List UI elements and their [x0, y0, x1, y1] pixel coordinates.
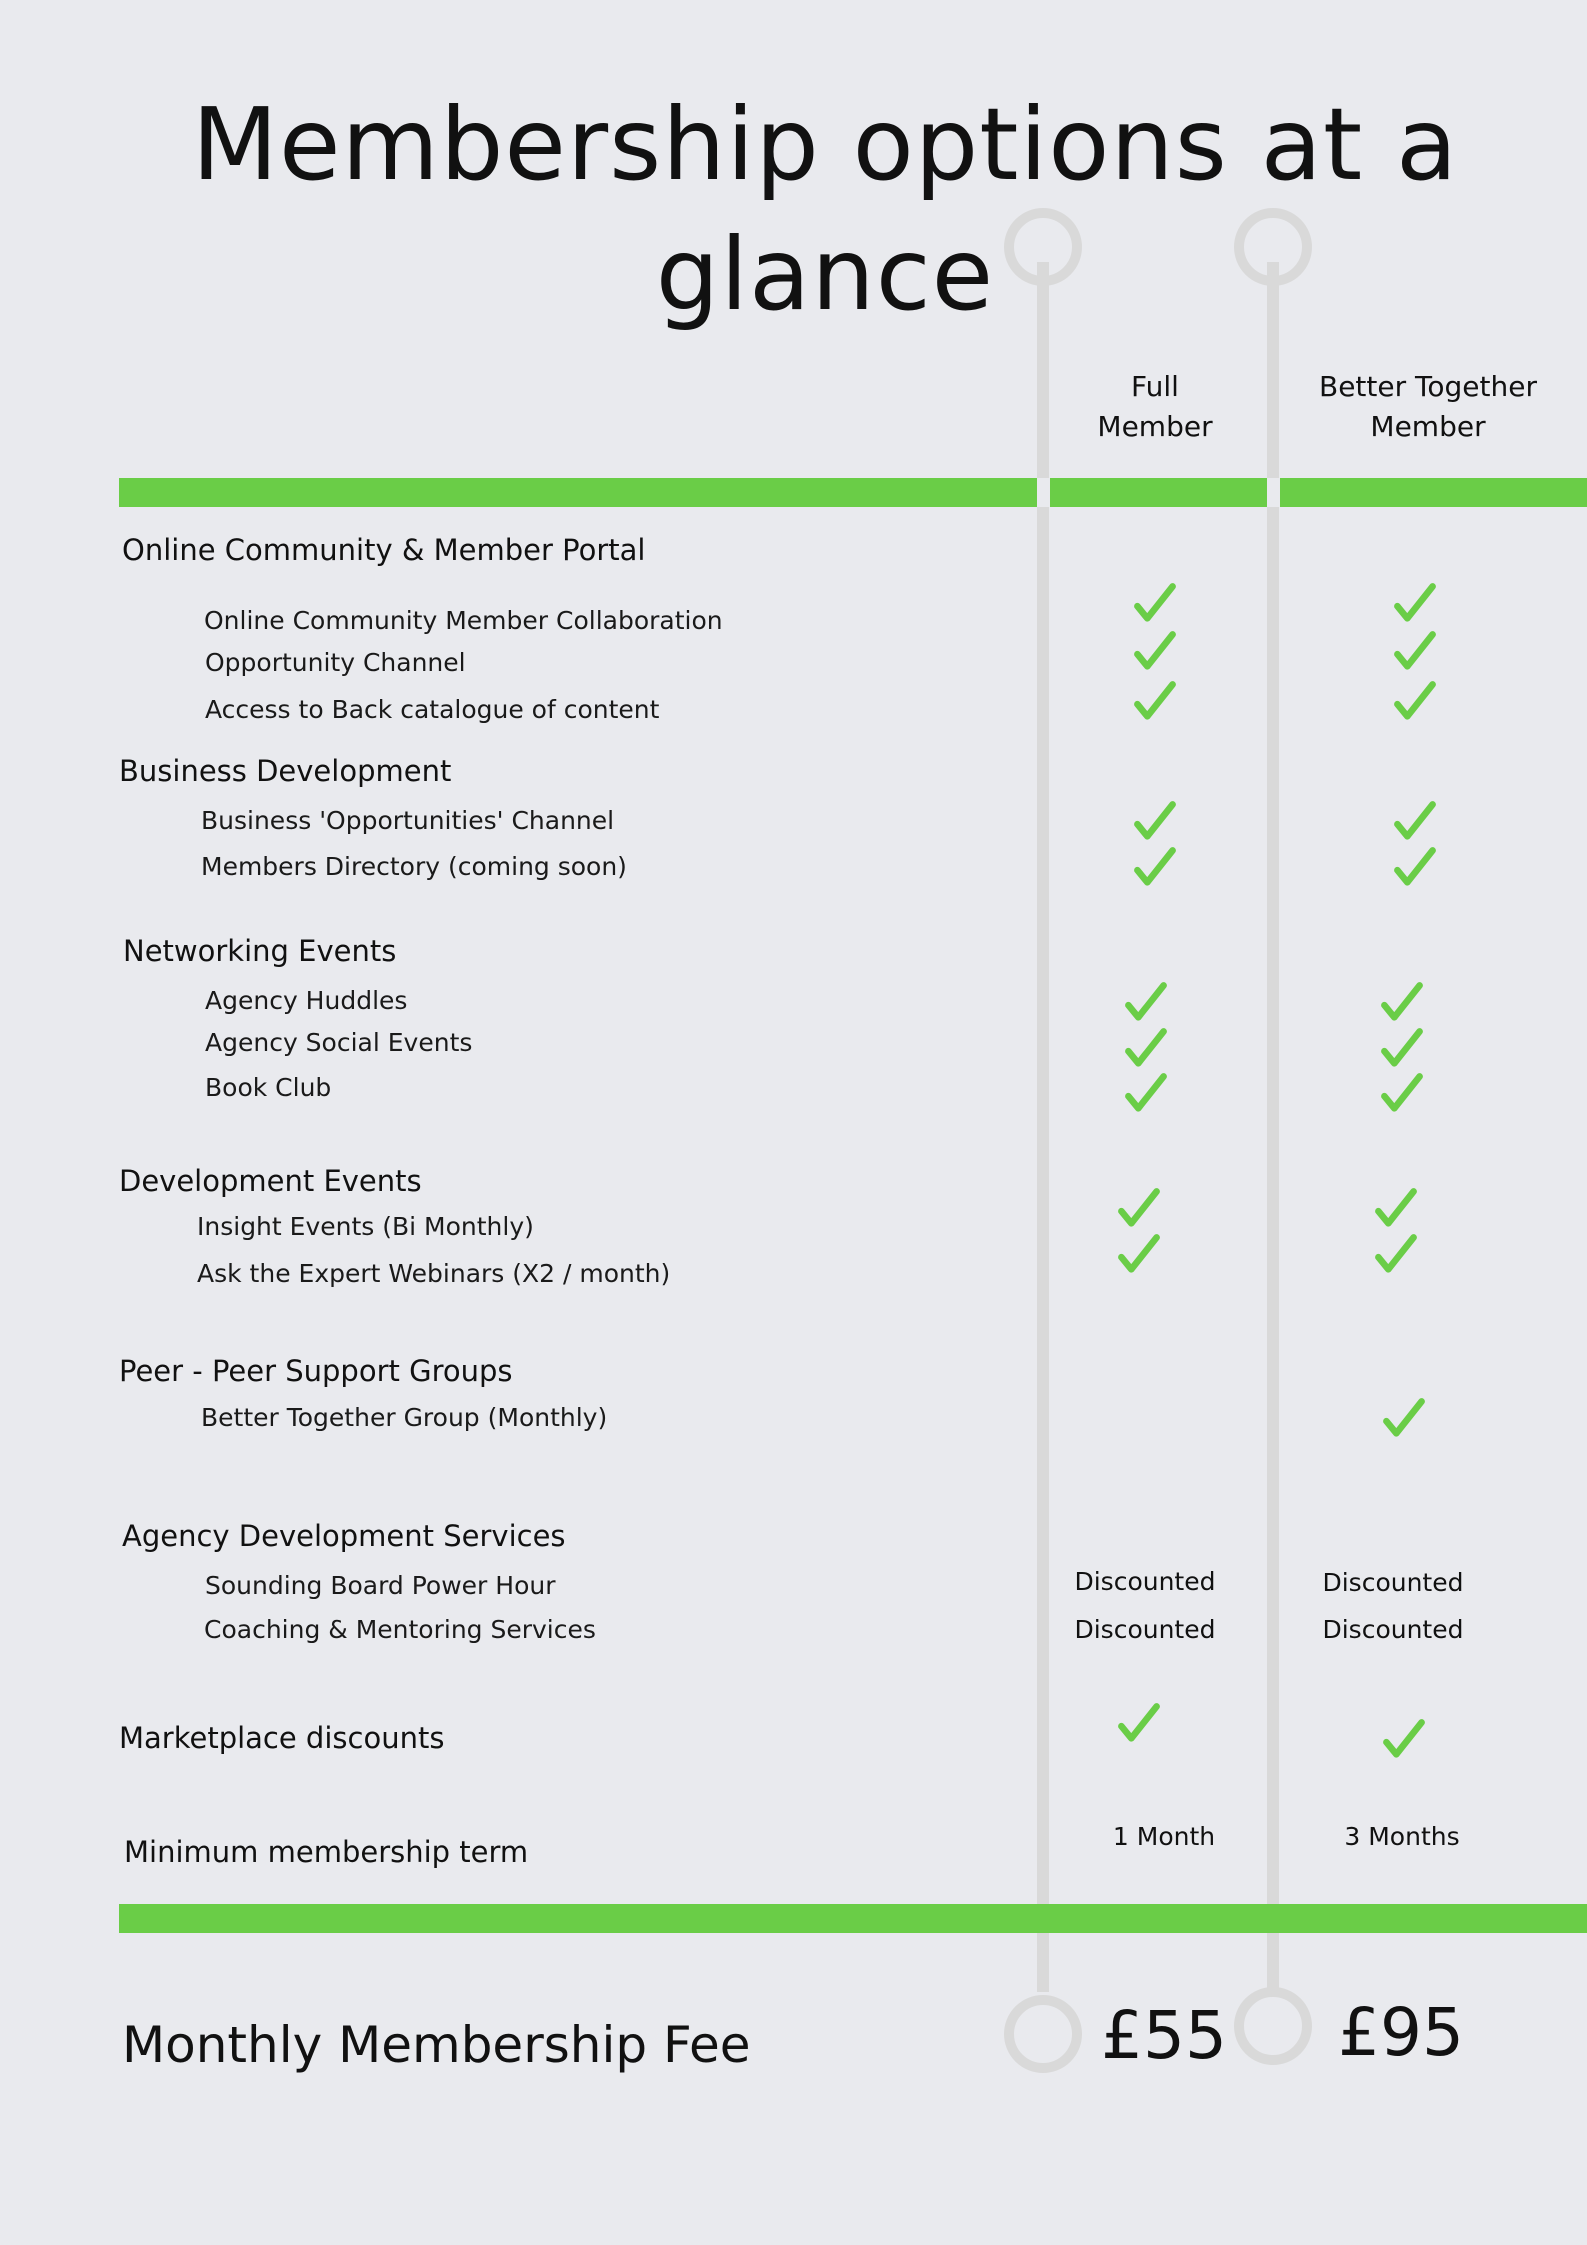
section-heading: Networking Events — [123, 934, 397, 968]
monthly-fee-label: Monthly Membership Fee — [122, 2016, 751, 2074]
check-icon — [1382, 1397, 1426, 1441]
full-member-column-rail — [1037, 262, 1049, 1992]
feature-label: Business 'Opportunities' Channel — [201, 806, 615, 835]
feature-label: Agency Huddles — [205, 986, 408, 1015]
check-icon — [1117, 1187, 1161, 1231]
better-together-term: 3 Months — [1344, 1822, 1460, 1851]
check-icon — [1133, 846, 1177, 890]
check-icon — [1374, 1233, 1418, 1277]
footer-divider — [119, 1904, 1587, 1933]
column-header-line: Member — [1097, 410, 1213, 443]
section-heading: Online Community & Member Portal — [122, 533, 646, 567]
feature-label: Members Directory (coming soon) — [201, 852, 627, 881]
check-icon — [1393, 800, 1437, 844]
column-header-line: Better Together — [1319, 370, 1537, 403]
full-member-value: Discounted — [1074, 1615, 1216, 1644]
feature-label: Opportunity Channel — [205, 648, 466, 677]
feature-label: Agency Social Events — [205, 1028, 473, 1057]
circle-ring-icon — [1234, 208, 1312, 286]
better-together-value: Discounted — [1322, 1615, 1464, 1644]
feature-label: Book Club — [205, 1073, 332, 1102]
column-header-full-member — [1055, 367, 1255, 447]
check-icon — [1133, 630, 1177, 674]
check-icon — [1133, 800, 1177, 844]
check-icon — [1124, 1072, 1168, 1116]
feature-label: Ask the Expert Webinars (X2 / month) — [197, 1259, 671, 1288]
column-header-line: Member — [1370, 410, 1486, 443]
check-icon — [1374, 1187, 1418, 1231]
better-together-column-rail — [1267, 262, 1279, 1992]
feature-label: Coaching & Mentoring Services — [204, 1615, 596, 1644]
section-heading: Minimum membership term — [124, 1835, 529, 1869]
feature-label: Online Community Member Collaboration — [204, 606, 723, 635]
check-icon — [1117, 1702, 1161, 1746]
check-icon — [1380, 1072, 1424, 1116]
divider-gap — [1037, 478, 1050, 507]
check-icon — [1133, 582, 1177, 626]
check-icon — [1124, 1027, 1168, 1071]
header-divider — [119, 478, 1587, 507]
column-header-better-together-member — [1278, 367, 1578, 447]
feature-label: Sounding Board Power Hour — [205, 1571, 556, 1600]
feature-label: Insight Events (Bi Monthly) — [197, 1212, 534, 1241]
full-member-price: £55 — [1101, 1997, 1227, 2074]
better-together-price: £95 — [1338, 1994, 1464, 2071]
better-together-value: Discounted — [1322, 1568, 1464, 1597]
check-icon — [1124, 981, 1168, 1025]
column-header-line: Full — [1131, 370, 1179, 403]
full-member-term: 1 Month — [1112, 1822, 1216, 1851]
check-icon — [1393, 630, 1437, 674]
check-icon — [1393, 680, 1437, 724]
full-member-value: Discounted — [1074, 1567, 1216, 1596]
feature-label: Access to Back catalogue of content — [205, 695, 660, 724]
section-heading: Business Development — [119, 754, 452, 788]
section-heading: Development Events — [119, 1164, 422, 1198]
check-icon — [1133, 680, 1177, 724]
section-heading: Marketplace discounts — [119, 1721, 445, 1755]
circle-ring-icon — [1004, 208, 1082, 286]
check-icon — [1380, 981, 1424, 1025]
section-heading: Peer - Peer Support Groups — [119, 1354, 513, 1388]
divider-gap — [1267, 478, 1280, 507]
feature-label: Better Together Group (Monthly) — [201, 1403, 608, 1432]
check-icon — [1380, 1027, 1424, 1071]
page-title: Membership options at a glance — [191, 86, 1459, 333]
check-icon — [1393, 846, 1437, 890]
check-icon — [1393, 582, 1437, 626]
check-icon — [1382, 1718, 1426, 1762]
check-icon — [1117, 1233, 1161, 1277]
section-heading: Agency Development Services — [122, 1519, 566, 1553]
